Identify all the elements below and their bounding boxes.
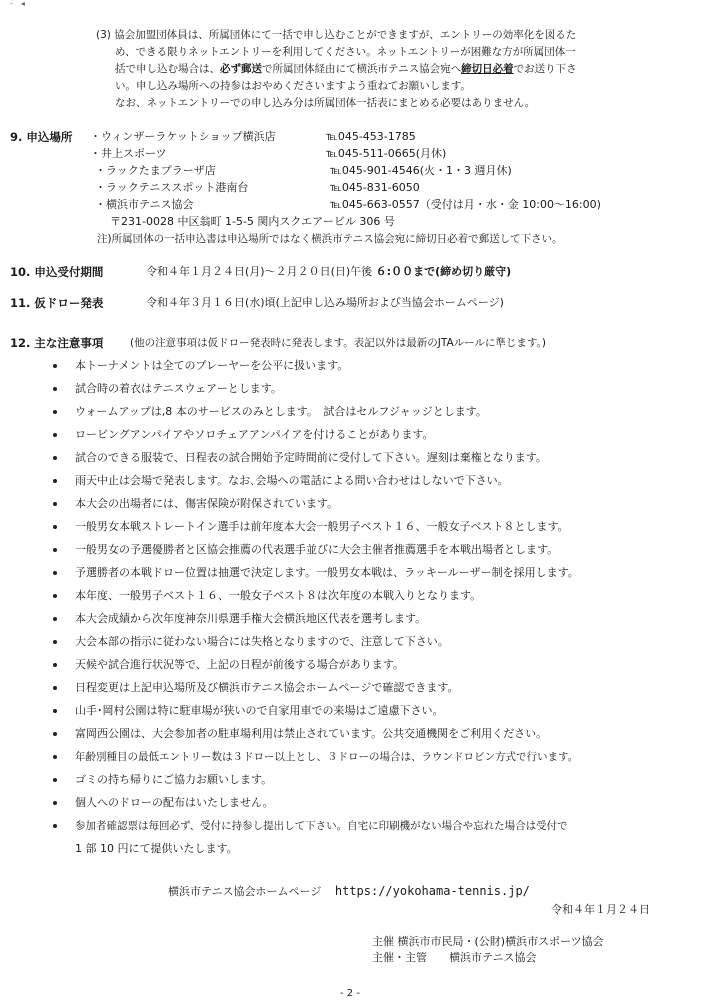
bullet-icon	[53, 456, 57, 460]
bullet-icon	[53, 640, 57, 644]
note-item: ウォームアップは,8 本のサービスのみとします。 試合はセルフジャッジとします。	[75, 405, 487, 418]
bullet-icon	[53, 778, 57, 782]
shop-name-1: ・ウィンザーラケットショップ横浜店	[90, 130, 276, 143]
bullet-icon	[53, 663, 57, 667]
scan-mark: - ◂	[10, 0, 25, 8]
bullet-icon	[53, 801, 57, 805]
note-item: ゴミの持ち帰りにご協力お願いします。	[75, 773, 273, 786]
section-9-heading: 9. 申込場所	[10, 130, 73, 144]
bullet-icon	[53, 364, 57, 368]
bullet-icon	[53, 824, 57, 828]
shop-tel-4: ℡045-831-6050	[330, 181, 420, 194]
bullet-icon	[53, 571, 57, 575]
homepage-label: 横浜市テニス協会ホームページ	[168, 885, 322, 898]
homepage-url-link[interactable]: https://yokohama-tennis.jp/	[334, 884, 530, 898]
section-10-text	[146, 265, 511, 279]
note-item: ロービングアンパイアやソロチェアアンパイアを付けることがあります。	[75, 428, 434, 441]
bullet-icon	[53, 548, 57, 552]
shop-tel-2: ℡045-511-0665(月休)	[326, 147, 447, 160]
note-item: 本トーナメントは全てのプレーヤーを公平に扱います。	[75, 359, 349, 372]
homepage-line	[168, 884, 530, 899]
shop-name-2: ・井上スポーツ	[90, 147, 167, 160]
note-item-continuation: 1 部 10 円にて提供いたします。	[75, 842, 238, 855]
intro-line-3c: で所属団体経由にて横浜市テニス協会宛へ	[262, 63, 462, 75]
issue-date: 令和４年１月２４日	[551, 903, 650, 916]
bullet-icon	[53, 479, 57, 483]
shop-tel-5: ℡045-663-0557（受付は月・水・金 10:00～16:00)	[330, 198, 601, 211]
page-number: - 2 -	[340, 988, 360, 999]
bullet-icon	[53, 732, 57, 736]
note-item: 一般男女本戦ストレートイン選手は前年度本大会一般男子ベスト１６、一般女子ベスト８とします。	[75, 520, 569, 533]
intro-emphasis-mail: 必ず郵送	[220, 63, 262, 75]
association-address: 〒231-0028 中区翁町 1-5-5 関内スクエアービル 306 号	[110, 215, 395, 228]
intro-line-1: (3) 協会加盟団体員は、所属団体にて一括で申し込むことができますが、エントリーの効率化を図るた	[96, 29, 577, 41]
note-item: 山手･岡村公園は特に駐車場が狭いので自家用車での来場はご遠慮下さい。	[75, 704, 444, 717]
note-item: 天候や試合進行状況等で、上記の日程が前後する場合があります。	[75, 658, 404, 671]
shop-name-5: ・横浜市テニス協会	[95, 198, 194, 211]
bullet-icon	[53, 617, 57, 621]
bullet-icon	[53, 433, 57, 437]
bullet-icon	[53, 387, 57, 391]
intro-line-3e: でお送り下さ	[513, 63, 577, 75]
note-item: 試合時の着衣はテニスウェアーとします。	[75, 382, 282, 395]
note-item: 富岡西公園は、大会参加者の駐車場利用は禁止されています。公共交通機関をご利用ください。	[75, 727, 548, 740]
note-item: 本大会成績から次年度神奈川県選手権大会横浜地区代表を選考します。	[75, 612, 427, 625]
shop-name-4: ・ラックテニススポット港南台	[95, 181, 249, 194]
section-10-heading: 10. 申込受付期間	[10, 265, 104, 279]
section-12-lead: (他の注意事項は仮ドロー発表時に発表します。表記以外は最新のJTAルールに準じます。)	[130, 337, 546, 349]
entry-period-dates: 令和４年１月２４日(月)～２月２０日(日)午後	[146, 265, 376, 278]
note-item: 大会本部の指示に従わない場合には失格となりますので、注意して下さい。	[75, 635, 449, 648]
note-item: 雨天中止は会場で発表します。なお､会場への電話による問い合わせはしないで下さい。	[75, 474, 509, 487]
bullet-icon	[53, 502, 57, 506]
bullet-icon	[53, 410, 57, 414]
shop-tel-3: ℡045-901-4546(火・1・3 週月休)	[330, 164, 512, 177]
note-item: 個人へのドローの配布はいたしません。	[75, 796, 274, 809]
intro-emphasis-deadline: 締切日必着	[461, 63, 514, 75]
intro-line-4: い。申し込み場所への持参はおやめくださいますよう重ねてお願いします。	[115, 80, 471, 92]
section-9-note: 注)所属団体の一括申込書は申込場所ではなく横浜市テニス協会宛に締切日必着で郵送して下さい。	[97, 233, 563, 245]
bullet-icon	[53, 755, 57, 759]
note-item: 一般男女の予選優勝者と区協会推薦の代表選手並びに大会主催者推薦選手を本戦出場者とします。	[75, 543, 559, 556]
organizer-line-2: 主催・主管 横浜市テニス協会	[372, 951, 537, 964]
bullet-icon	[53, 525, 57, 529]
section-11-heading: 11. 仮ドロー発表	[10, 296, 104, 310]
entry-period-deadline: ６:００まで(締め切り厳守)	[375, 265, 512, 278]
shop-tel-1: ℡045-453-1785	[326, 130, 416, 143]
note-item: 日程変更は上記申込場所及び横浜市テニス協会ホームページで確認できます。	[75, 681, 459, 694]
intro-line-2: め、できる限りネットエントリーを利用してください。ネットエントリーが困難な方が所属団体一	[115, 46, 576, 58]
bullet-icon	[53, 686, 57, 690]
note-item: 年齢別種目の最低エントリー数は３ドロー以上とし、３ドローの場合は、ラウンドロビン方式で行います。	[75, 751, 579, 763]
organizer-line-1: 主催 横浜市市民局・(公財)横浜市スポーツ協会	[372, 935, 604, 948]
note-item: 本大会の出場者には、傷害保険が附保されています。	[75, 497, 339, 510]
intro-line-5: なお、ネットエントリーでの申し込み分は所属団体一括表にまとめる必要はありません。	[115, 97, 536, 109]
note-item: 本年度、一般男子ベスト１６、一般女子ベスト８は次年度の本戦入りとなります。	[75, 589, 482, 602]
section-11-text: 令和４年３月１６日(水)頃(上記申し込み場所および当協会ホームページ)	[146, 296, 504, 309]
note-item: 試合のできる服装で、日程表の試合開始予定時間前に受付して下さい。遅刻は棄権となります。	[75, 451, 547, 464]
intro-line-3	[115, 62, 577, 76]
shop-name-3: ・ラックたまプラーザ店	[95, 164, 216, 177]
bullet-icon	[53, 709, 57, 713]
bullet-icon	[53, 594, 57, 598]
section-12-heading: 12. 主な注意事項	[10, 336, 104, 350]
note-item: 参加者確認票は毎回必ず、受付に持参し提出して下さい。自宅に印刷機がない場合や忘れた場合は受付で	[75, 820, 568, 832]
note-item: 予選勝者の本戦ドロー位置は抽選で決定します。一般男女本戦は、ラッキールーザー制を採用します。	[75, 566, 579, 579]
intro-line-3a: 括で申し込む場合は、	[115, 63, 220, 75]
